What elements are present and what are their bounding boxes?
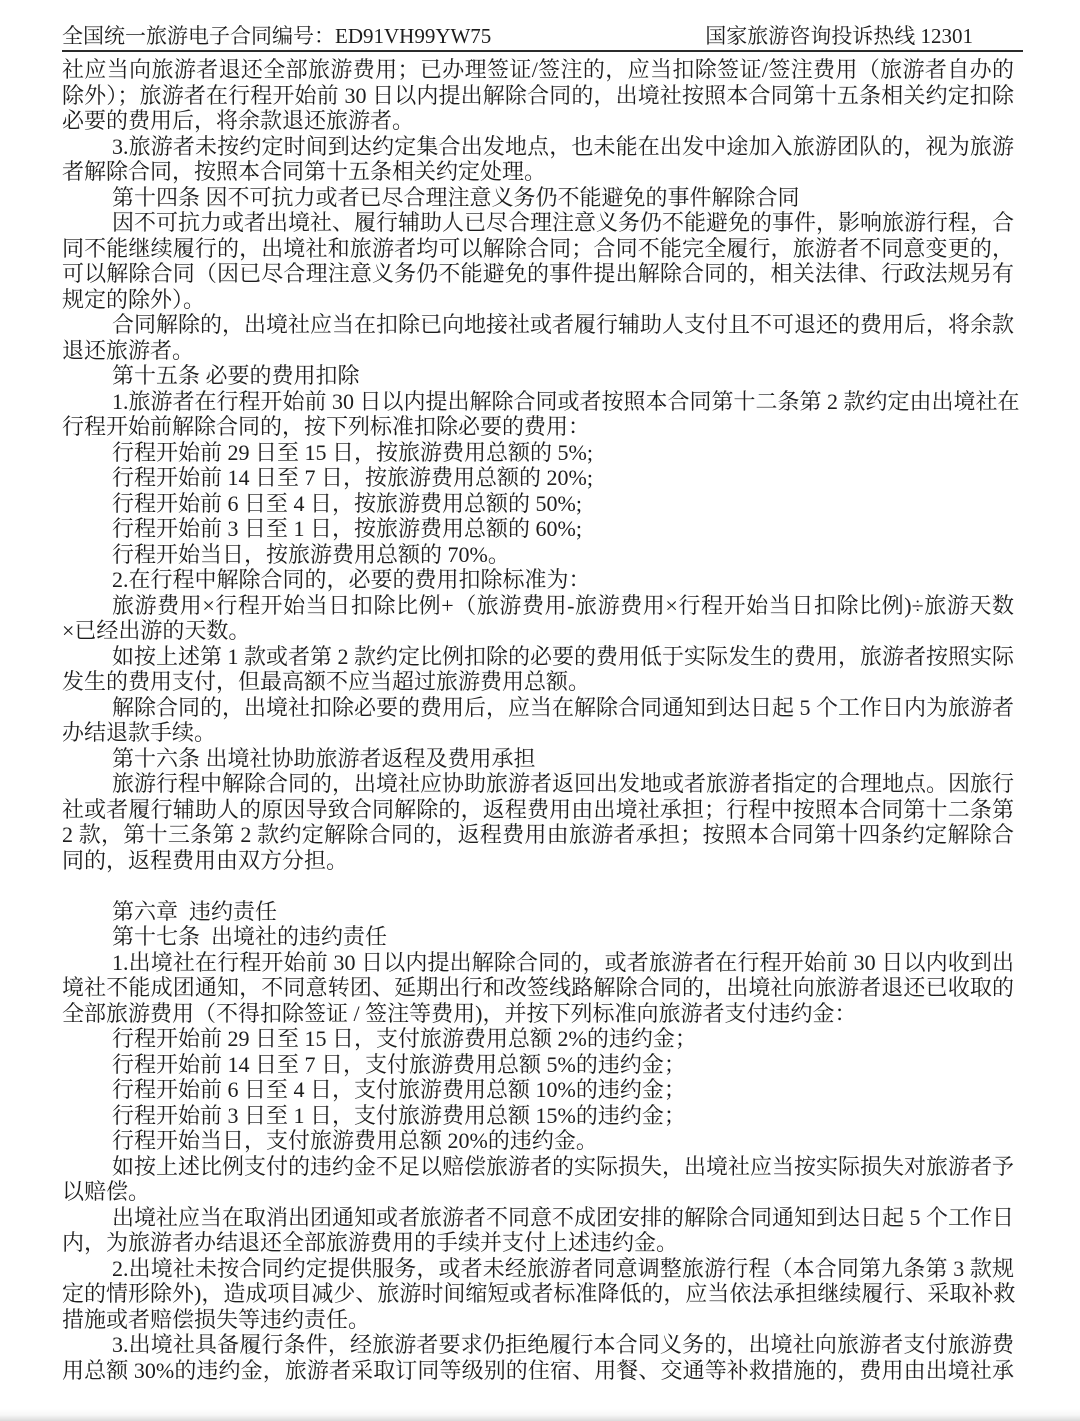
contract-text-line: 者解除合同，按照本合同第十五条相关约定处理。	[62, 159, 547, 184]
contract-text-line: 行程开始当日，支付旅游费用总额 20%的违约金。	[112, 1128, 598, 1153]
contract-text-line: 可以解除合同（因已尽合理注意义务仍不能避免的事件提出解除合同的，相关法律、行政法规另有	[62, 261, 1014, 286]
contract-text-line: 社应当向旅游者退还全部旅游费用；已办理签证/签注的，应当扣除签证/签注费用（旅游者自办的	[62, 57, 1014, 82]
contract-text-line: 旅游费用×行程开始当日扣除比例+（旅游费用-旅游费用×行程开始当日扣除比例)÷旅游天数	[112, 592, 1014, 618]
contract-text-line: 同的，返程费用由双方分担。	[62, 847, 349, 873]
contract-number-value: ED91VH99YW75	[335, 24, 492, 48]
contract-text-line: 因不可抗力或者出境社、履行辅助人已尽合理注意义务仍不能避免的事件，影响旅游行程，合	[112, 210, 1015, 235]
contract-text-line: 行程开始前 29 日至 15 日，支付旅游费用总额 2%的违约金；	[112, 1026, 697, 1051]
contract-text-line: 以赔偿。	[62, 1179, 151, 1204]
contract-text-line: 定的情形除外)，造成项目减少、旅游时间缩短或者标准降低的，应当依法承担继续履行、采取补救	[62, 1281, 1016, 1306]
contract-text-line: 第十六条 出境社协助旅游者返程及费用承担	[112, 745, 536, 771]
contract-text-line: 2.出境社未按合同约定提供服务，或者未经旅游者同意调整旅游行程（本合同第九条第 3 款规	[112, 1255, 1014, 1281]
contract-text-line: 行程开始前 3 日至 1 日，支付旅游费用总额 15%的违约金；	[112, 1102, 686, 1128]
contract-text-line: 行程开始前 29 日至 15 日，按旅游费用总额的 5%;	[112, 439, 593, 465]
contract-text-line: 社或者履行辅助人的原因导致合同解除的，返程费用由出境社承担；行程中按照本合同第十二条第	[62, 796, 1014, 822]
contract-text-line: 行程开始前解除合同的，按下列标准扣除必要的费用：	[62, 414, 591, 439]
contract-text-line: 旅游行程中解除合同的，出境社应协助旅游者返回出发地或者旅游者指定的合理地点。因旅行	[112, 771, 1015, 796]
contract-text-line: 解除合同的，出境社扣除必要的费用后，应当在解除合同通知到达日起 5 个工作日内为旅游者	[112, 694, 1015, 720]
contract-text-line: 2.在行程中解除合同的，必要的费用扣除标准为：	[112, 567, 591, 592]
contract-text-line: 措施或者赔偿损失等违约责任。	[62, 1306, 371, 1332]
blank-line	[62, 873, 1014, 899]
contract-text-line: 行程开始当日，按旅游费用总额的 70%。	[112, 541, 510, 567]
contract-text-line: 发生的费用支付，但最高额不应当超过旅游费用总额。	[62, 669, 591, 694]
contract-text-line: 规定的除外）。	[62, 286, 206, 312]
contract-text-line: 用总额 30%的违约金，旅游者采取订同等级别的住宿、用餐、交通等补救措施的，费用由出境社承	[62, 1357, 1014, 1383]
contract-number-label: 全国统一旅游电子合同编号：	[62, 24, 335, 48]
header-divider-rule	[62, 50, 1023, 52]
page-bottom-edge	[0, 1409, 1080, 1421]
contract-text-line: 必要的费用后，将余款退还旅游者。	[62, 108, 415, 133]
contract-text-line: ×已经出游的天数。	[62, 618, 251, 643]
contract-text-line: 行程开始前 6 日至 4 日，支付旅游费用总额 10%的违约金；	[112, 1077, 686, 1102]
contract-body-text	[62, 57, 1020, 1383]
contract-text-line: 合同解除的，出境社应当在扣除已向地接社或者履行辅助人支付且不可退还的费用后，将余款	[112, 312, 1015, 337]
contract-text-line: 办结退款手续。	[62, 720, 217, 745]
contract-text-line: 行程开始前 3 日至 1 日，按旅游费用总额的 60%;	[112, 516, 582, 541]
contract-text-line: 如按上述比例支付的违约金不足以赔偿旅游者的实际损失，出境社应当按实际损失对旅游者予	[112, 1153, 1015, 1179]
contract-text-line: 除外）；旅游者在行程开始前 30 日以内提出解除合同的，出境社按照本合同第十五条相关约定扣除	[62, 82, 1014, 108]
contract-text-line: 退还旅游者。	[62, 337, 195, 363]
contract-text-line: 境社不能成团通知，不同意转团、延期出行和改签线路解除合同的，出境社向旅游者退还已收取的	[62, 975, 1014, 1000]
contract-text-line: 全部旅游费用（不得扣除签证 / 签注等费用)，并按下列标准向旅游者支付违约金：	[62, 1000, 857, 1026]
contract-text-line: 1.出境社在行程开始前 30 日以内提出解除合同的，或者旅游者在行程开始前 30 日以内收到出	[112, 949, 1014, 975]
contract-text-line: 内，为旅游者办结退还全部旅游费用的手续并支付上述违约金。	[62, 1230, 679, 1255]
contract-text-line: 第十五条 必要的费用扣除	[112, 363, 360, 388]
contract-text-line: 行程开始前 14 日至 7 日，按旅游费用总额的 20%;	[112, 465, 593, 490]
contract-text-line: 1.旅游者在行程开始前 30 日以内提出解除合同或者按照本合同第十二条第 2 款约定由出境社在	[112, 388, 1020, 414]
hotline-text: 国家旅游咨询投诉热线 12301	[705, 24, 973, 48]
contract-text-line: 行程开始前 14 日至 7 日，支付旅游费用总额 5%的违约金；	[112, 1051, 686, 1077]
contract-text-line: 3.旅游者未按约定时间到达约定集合出发地点，也未能在出发中途加入旅游团队的，视为旅游	[112, 133, 1014, 159]
contract-text-line: 3.出境社具备履行条件，经旅游者要求仍拒绝履行本合同义务的，出境社向旅游者支付旅游费	[112, 1332, 1014, 1357]
contract-text-line: 出境社应当在取消出团通知或者旅游者不同意不成团安排的解除合同通知到达日起 5 个工作日	[112, 1204, 1015, 1230]
contract-text-line: 如按上述第 1 款或者第 2 款约定比例扣除的必要的费用低于实际发生的费用，旅游者按照实际	[112, 643, 1015, 669]
contract-text-line: 第十四条 因不可抗力或者已尽合理注意义务仍不能避免的事件解除合同	[112, 184, 800, 210]
contract-text-line: 2 款，第十三条第 2 款约定解除合同的，返程费用由旅游者承担；按照本合同第十四条约定解除合	[62, 822, 1014, 847]
contract-number	[62, 23, 491, 49]
contract-text-line: 同不能继续履行的，出境社和旅游者均可以解除合同；合同不能完全履行，旅游者不同意变更的，	[62, 235, 1014, 261]
contract-text-line: 第十七条 出境社的违约责任	[112, 924, 388, 949]
contract-text-line: 第六章 违约责任	[112, 898, 278, 924]
contract-text-line: 行程开始前 6 日至 4 日，按旅游费用总额的 50%;	[112, 490, 582, 516]
